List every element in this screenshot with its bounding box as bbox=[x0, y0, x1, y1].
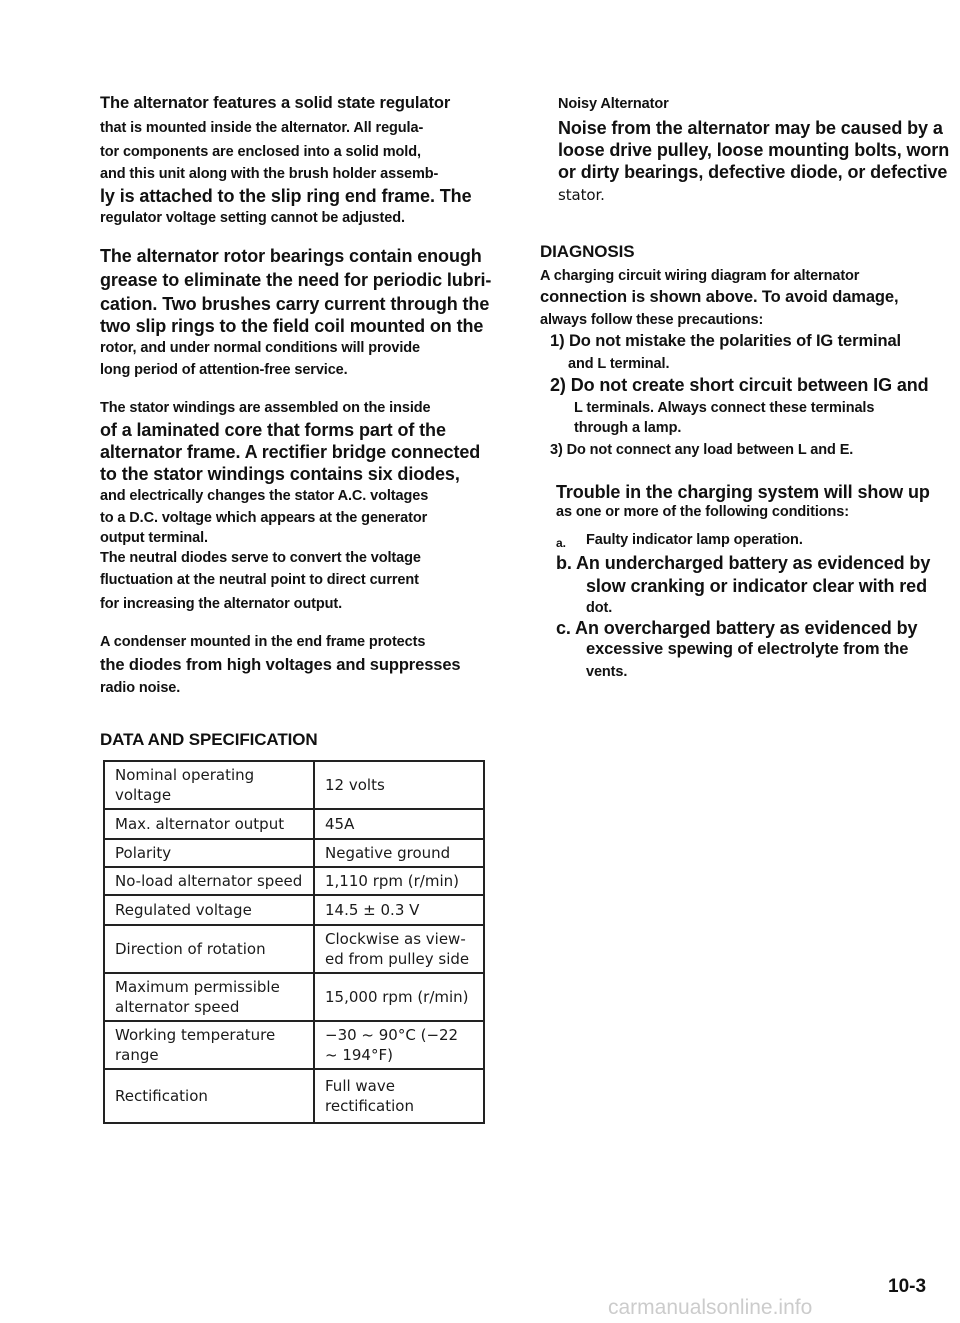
text-line: long period of attention-free service. bbox=[100, 362, 348, 378]
text-line: and electrically changes the stator A.C. voltages bbox=[100, 488, 429, 504]
table-cell-key: Maximum permissible alternator speed bbox=[104, 973, 314, 1021]
table-row bbox=[104, 809, 484, 839]
diagnosis-title: DIAGNOSIS bbox=[540, 242, 635, 261]
list-item: c. An overcharged battery as evidenced by bbox=[556, 618, 918, 638]
table-row bbox=[104, 895, 484, 925]
text-line: The alternator features a solid state regulator bbox=[100, 94, 451, 112]
text-line: as one or more of the following conditions: bbox=[556, 504, 849, 520]
text-line: tor components are enclosed into a solid mold, bbox=[100, 144, 421, 160]
text-line: ly is attached to the slip ring end frame. The bbox=[100, 186, 472, 206]
list-item: dot. bbox=[586, 600, 613, 616]
table-cell-value: 14.5 ± 0.3 V bbox=[314, 895, 484, 925]
text-line: that is mounted inside the alternator. All regula- bbox=[100, 120, 424, 136]
text-line: and this unit along with the brush holder assemb- bbox=[100, 166, 439, 182]
table-row bbox=[104, 761, 484, 809]
table-row bbox=[104, 1021, 484, 1069]
list-item: 3) Do not connect any load between L and E. bbox=[550, 442, 854, 458]
table-cell-key: Nominal operating voltage bbox=[104, 761, 314, 809]
table-row bbox=[104, 867, 484, 895]
watermark-text: carmanualsonline.info bbox=[608, 1296, 813, 1319]
text-line: Trouble in the charging system will show up bbox=[556, 482, 930, 502]
text-line: The stator windings are assembled on the inside bbox=[100, 400, 431, 416]
text-line: grease to eliminate the need for periodic lubri- bbox=[100, 270, 492, 290]
list-marker: a. bbox=[556, 536, 566, 550]
text-line: the diodes from high voltages and suppresses bbox=[100, 656, 461, 674]
table-cell-key: No-load alternator speed bbox=[104, 867, 314, 895]
text-line: radio noise. bbox=[100, 680, 181, 696]
text-line: two slip rings to the field coil mounted on the bbox=[100, 316, 484, 336]
text-line: A condenser mounted in the end frame protects bbox=[100, 634, 426, 650]
text-line: Noise from the alternator may be caused by a bbox=[558, 118, 943, 138]
text-line: A charging circuit wiring diagram for alternator bbox=[540, 268, 860, 284]
list-item: 1) Do not mistake the polarities of IG terminal bbox=[550, 332, 902, 350]
list-item: L terminals. Always connect these terminals bbox=[574, 400, 875, 416]
list-item: Faulty indicator lamp operation. bbox=[586, 532, 803, 548]
table-cell-value: 45A bbox=[314, 809, 484, 839]
table-row bbox=[104, 1069, 484, 1123]
table-cell-value: 1,110 rpm (r/min) bbox=[314, 867, 484, 895]
text-line: to the stator windings contains six diodes, bbox=[100, 464, 460, 484]
table-cell-value: Negative ground bbox=[314, 839, 484, 867]
table-cell-key: Working temperature range bbox=[104, 1021, 314, 1069]
text-line: always follow these precautions: bbox=[540, 312, 764, 328]
table-row bbox=[104, 925, 484, 973]
text-line: connection is shown above. To avoid damage, bbox=[540, 288, 899, 306]
page-number: 10-3 bbox=[888, 1276, 927, 1297]
table-cell-key: Regulated voltage bbox=[104, 895, 314, 925]
text-line: or dirty bearings, defective diode, or defective bbox=[558, 162, 948, 182]
table-cell-value: 15,000 rpm (r/min) bbox=[314, 973, 484, 1021]
text-line: rotor, and under normal conditions will provide bbox=[100, 340, 420, 356]
table-cell-value: 12 volts bbox=[314, 761, 484, 809]
list-item: slow cranking or indicator clear with red bbox=[586, 576, 927, 596]
table-row bbox=[104, 973, 484, 1021]
text-line: fluctuation at the neutral point to direct current bbox=[100, 572, 419, 588]
table-cell-key: Polarity bbox=[104, 839, 314, 867]
list-item: b. An undercharged battery as evidenced by bbox=[556, 553, 931, 573]
table-cell-key: Rectification bbox=[104, 1069, 314, 1123]
table-cell-key: Direction of rotation bbox=[104, 925, 314, 973]
table-cell-value: Full wave rectification bbox=[314, 1069, 484, 1123]
text-line: alternator frame. A rectifier bridge connected bbox=[100, 442, 481, 462]
table-cell-value: −30 ~ 90°C (−22 ~ 194°F) bbox=[314, 1021, 484, 1069]
table-cell-key: Max. alternator output bbox=[104, 809, 314, 839]
text-line: The neutral diodes serve to convert the voltage bbox=[100, 550, 421, 566]
text-line: The alternator rotor bearings contain enough bbox=[100, 246, 482, 266]
text-line: for increasing the alternator output. bbox=[100, 596, 343, 612]
spec-table bbox=[103, 760, 485, 1124]
list-item: 2) Do not create short circuit between IG and bbox=[550, 375, 929, 395]
text-line: cation. Two brushes carry current through the bbox=[100, 294, 490, 314]
text-line: regulator voltage setting cannot be adjusted. bbox=[100, 210, 405, 226]
text-line: output terminal. bbox=[100, 530, 208, 546]
text-line: stator. bbox=[558, 186, 605, 204]
list-item: excessive spewing of electrolyte from the bbox=[586, 640, 909, 658]
text-line: to a D.C. voltage which appears at the generator bbox=[100, 510, 428, 526]
list-item: through a lamp. bbox=[574, 420, 682, 436]
noisy-alternator-title: Noisy Alternator bbox=[558, 96, 669, 112]
table-row bbox=[104, 839, 484, 867]
list-item: vents. bbox=[586, 664, 628, 680]
list-item: and L terminal. bbox=[568, 356, 670, 372]
text-line: loose drive pulley, loose mounting bolts, worn bbox=[558, 140, 950, 160]
table-cell-value: Clockwise as view-ed from pulley side bbox=[314, 925, 484, 973]
spec-heading: DATA AND SPECIFICATION bbox=[100, 730, 318, 749]
text-line: of a laminated core that forms part of the bbox=[100, 420, 446, 440]
